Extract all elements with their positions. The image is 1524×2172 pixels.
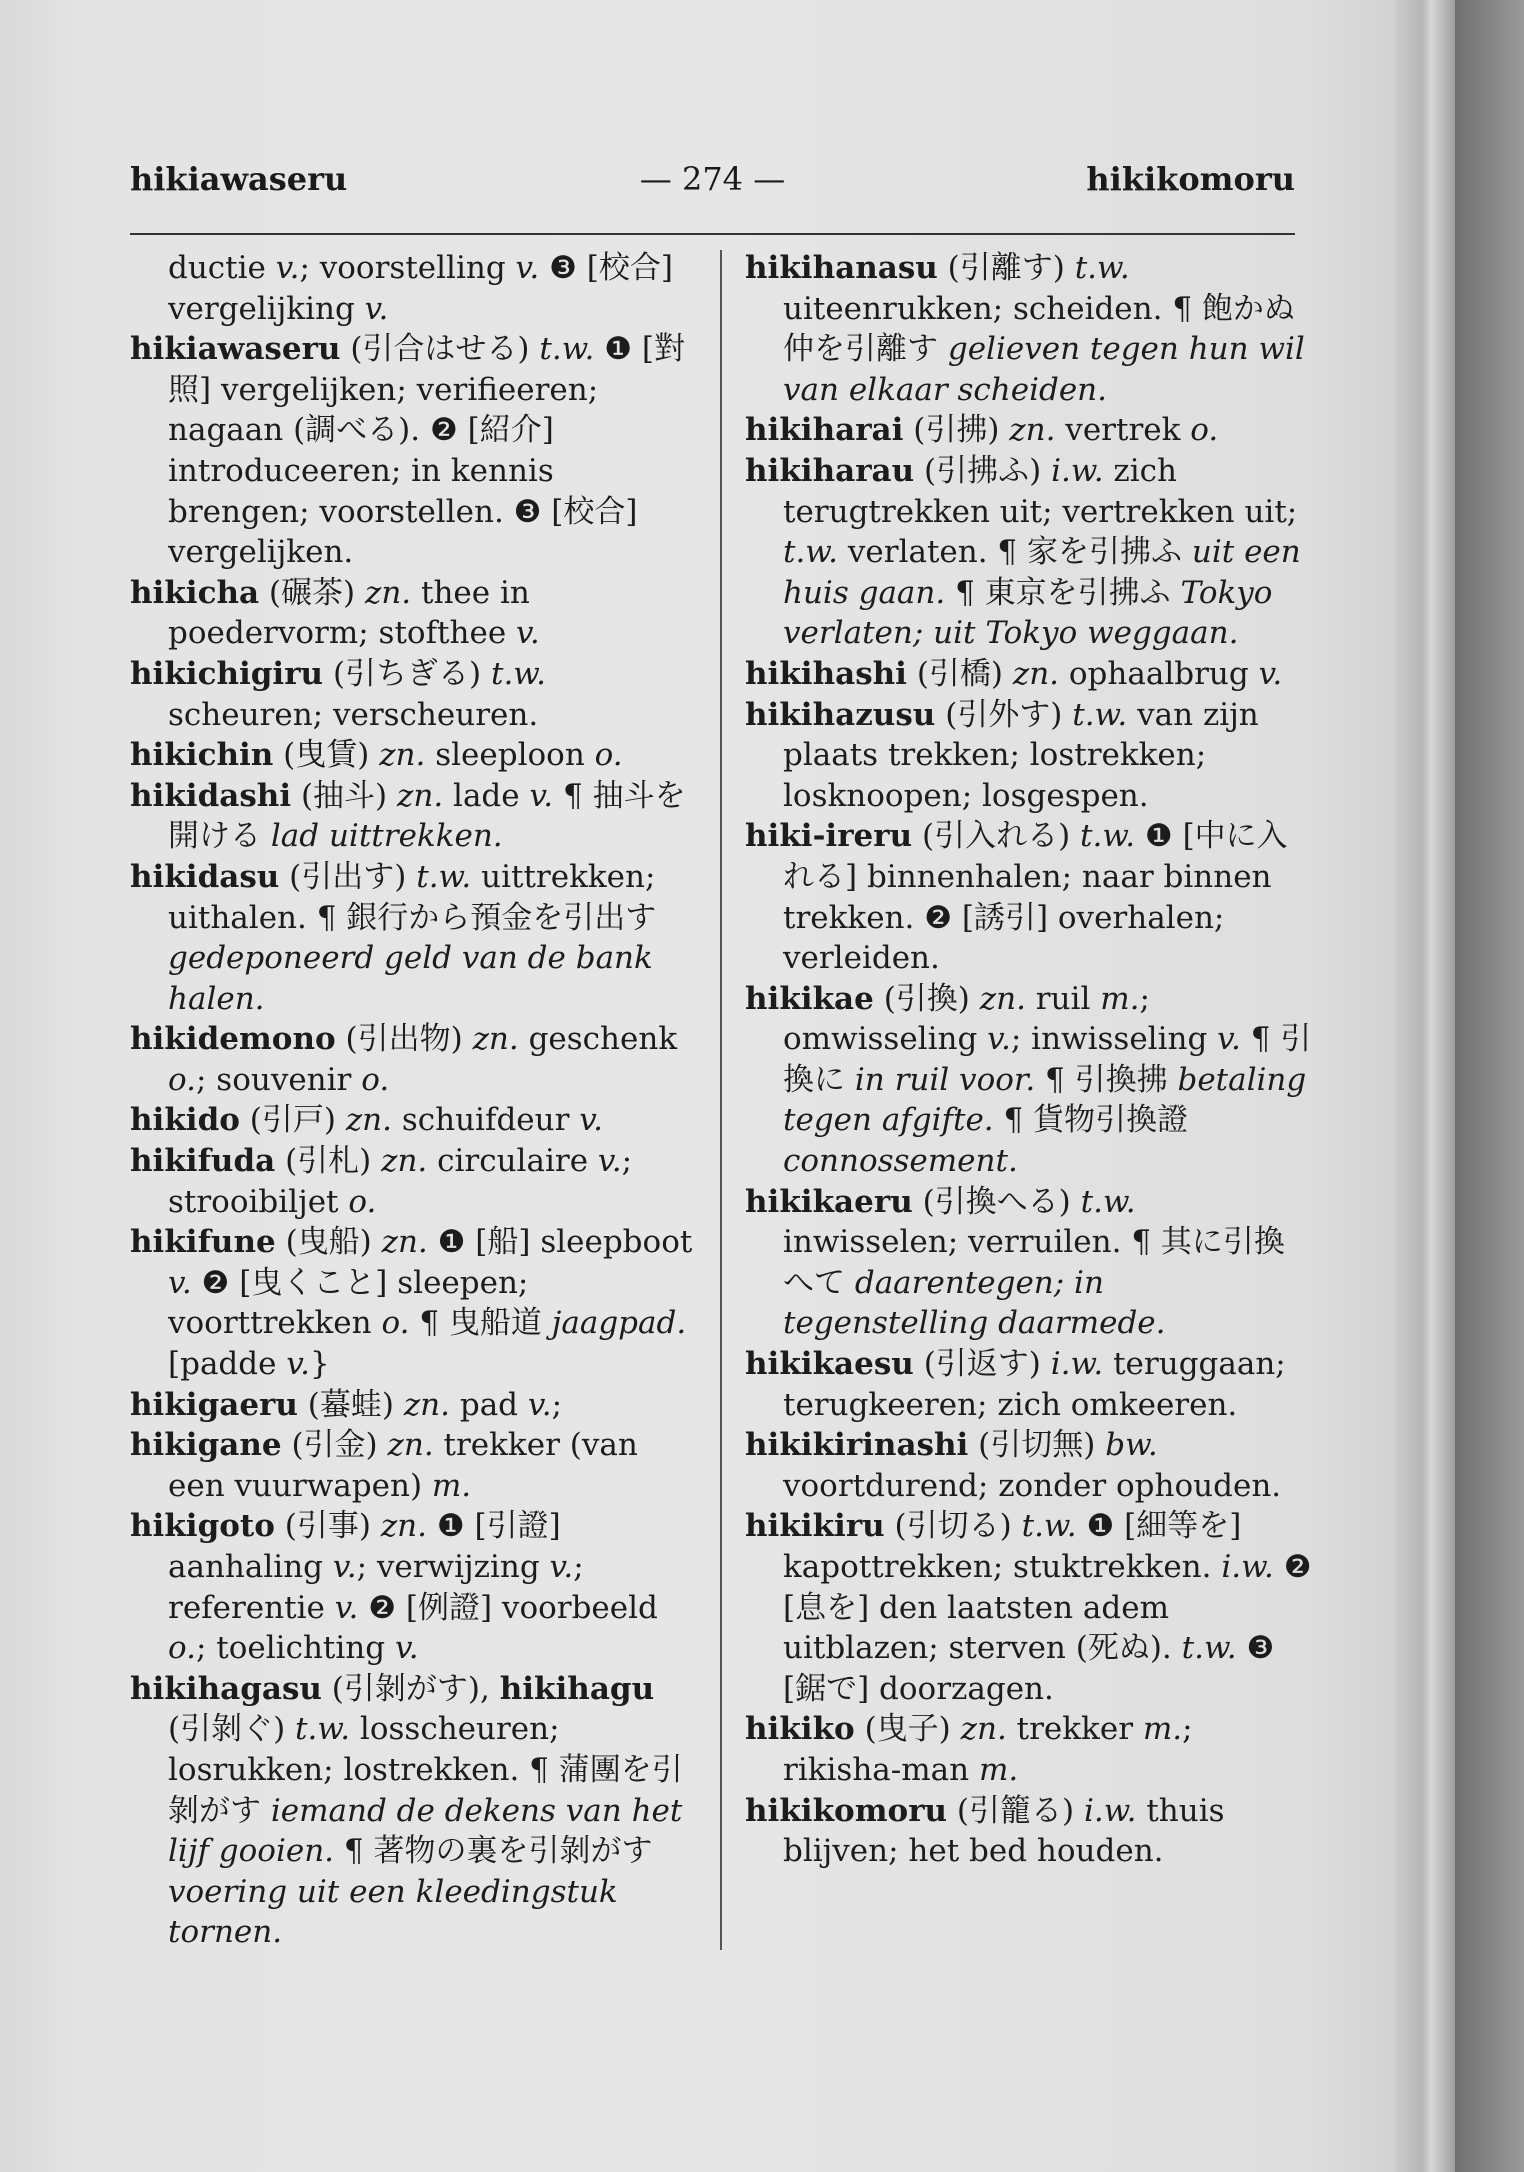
- headword: hikichin: [130, 737, 274, 774]
- definition-text: circulaire: [427, 1143, 598, 1180]
- grammar-or-example: zn.: [380, 1508, 427, 1545]
- definition-text: ❷ [曳くこと] sleepen; voorttrekken: [168, 1264, 529, 1342]
- grammar-or-example: v.: [1258, 655, 1283, 692]
- grammar-or-example: zn.: [1012, 655, 1060, 692]
- grammar-or-example: v.: [168, 1264, 192, 1301]
- grammar-or-example: voering uit een kleedingstuk tornen.: [168, 1873, 618, 1951]
- definition-text: ; referentie: [168, 1549, 584, 1626]
- definition-text: verlaten. ¶ 家を引拂ふ: [838, 534, 1192, 571]
- definition-text: ¶ 貨物引換證: [993, 1102, 1189, 1139]
- definition-text: (引籠る): [947, 1792, 1084, 1829]
- grammar-or-example: gelieven tegen hun wil van elkaar scheiden.: [783, 331, 1305, 408]
- definition-text: ❸ [鋸で] doorzagen.: [783, 1630, 1275, 1707]
- definition-text: (引返す): [913, 1346, 1051, 1383]
- grammar-or-example: t.w.: [1074, 250, 1130, 286]
- definition-text: (引事): [274, 1508, 381, 1545]
- grammar-or-example: v.: [286, 1346, 311, 1383]
- definition-text: (引出す): [279, 858, 417, 895]
- grammar-or-example: t.w.: [539, 331, 595, 368]
- dictionary-entry: [130, 1141, 700, 1222]
- grammar-or-example: connossement.: [783, 1143, 1018, 1180]
- definition-text: ; strooibiljet: [168, 1143, 633, 1220]
- headword: hikihazusu: [745, 696, 936, 733]
- grammar-or-example: t.w.: [1021, 1508, 1077, 1545]
- headword: hikikomoru: [745, 1792, 948, 1829]
- dictionary-entry: [745, 654, 1315, 695]
- dictionary-entry: [130, 857, 700, 1019]
- definition-text: ; souvenir: [195, 1061, 362, 1098]
- definition-text: (引出物): [335, 1021, 473, 1058]
- grammar-or-example: i.w.: [1051, 452, 1104, 489]
- definition-text: zich terugtrekken uit; vertrekken uit;: [783, 452, 1298, 530]
- definition-text: pad: [450, 1386, 528, 1423]
- grammar-or-example: v.: [516, 615, 540, 652]
- headword: hikichigiru: [130, 655, 324, 692]
- dictionary-entry: [130, 573, 700, 654]
- dictionary-entry: [745, 451, 1315, 654]
- definition-text: voortdurend; zonder ophouden.: [783, 1467, 1282, 1504]
- grammar-or-example: t.w.: [1080, 1183, 1136, 1220]
- grammar-or-example: daarentegen; in tegenstelling daarmede.: [783, 1264, 1166, 1342]
- definition-text: teruggaan; terugkeeren; zich omkeeren.: [783, 1346, 1286, 1423]
- definition-text: ❶ [中に入れる] binnenhalen; naar binnen trekken. ❷ [誘引] overhalen; verleiden.: [783, 818, 1288, 977]
- definition-text: geschenk: [518, 1021, 678, 1058]
- definition-text: ;: [551, 1386, 563, 1423]
- grammar-or-example: v.: [987, 1021, 1011, 1058]
- definition-text: ¶ 東京を引拂ふ: [945, 574, 1181, 611]
- grammar-or-example: t.w.: [783, 534, 839, 571]
- definition-text: (引外す): [935, 696, 1073, 733]
- grammar-or-example: o.: [168, 1630, 196, 1667]
- grammar-or-example: o.: [381, 1305, 410, 1342]
- headword: hikidemono: [130, 1021, 336, 1058]
- grammar-or-example: o.: [361, 1061, 390, 1098]
- headword: hikihagasu: [130, 1670, 322, 1707]
- definition-text: sleeploon: [425, 737, 595, 774]
- grammar-or-example: v.: [275, 250, 300, 286]
- definition-text: [padde: [168, 1346, 287, 1383]
- grammar-or-example: bw.: [1105, 1427, 1158, 1464]
- definition-text: (引剝がす),: [321, 1670, 500, 1707]
- grammar-or-example: zn.: [960, 1711, 1007, 1748]
- definition-text: ¶ 引換拂: [1035, 1061, 1178, 1098]
- column-divider: [720, 250, 722, 1950]
- definition-text: (引離す): [937, 250, 1075, 286]
- grammar-or-example: t.w.: [1072, 696, 1128, 733]
- headword: hikiharau: [745, 452, 915, 489]
- dictionary-entry: [745, 1425, 1315, 1506]
- definition-text: (引入れる): [912, 818, 1081, 855]
- grammar-or-example: i.w.: [1221, 1549, 1274, 1585]
- grammar-or-example: zn.: [397, 777, 444, 814]
- definition-text: ; toelichting: [195, 1630, 395, 1667]
- definition-text: inwisselen; verruilen. ¶ 其に引換へて: [783, 1224, 1285, 1301]
- definition-text: ❶ [船] sleepboot: [427, 1224, 693, 1261]
- definition-text: ophaalbrug: [1059, 655, 1259, 692]
- left-guide-word: hikiawaseru: [130, 160, 348, 198]
- dictionary-entry: [130, 776, 700, 857]
- dictionary-entry: [130, 1506, 700, 1668]
- definition-text: (碾茶): [259, 574, 365, 611]
- dictionary-entry: [130, 1669, 700, 1953]
- dictionary-entry: [130, 654, 700, 735]
- headword: hikicha: [130, 574, 260, 611]
- dictionary-entry: [745, 1709, 1315, 1790]
- definition-text: thee in poedervorm; stofthee: [168, 574, 530, 652]
- headword: hikidashi: [130, 777, 292, 814]
- headword: hikigane: [130, 1427, 282, 1464]
- definition-text: (引換): [873, 980, 980, 1017]
- definition-text: (引戸): [239, 1102, 346, 1139]
- grammar-or-example: zn.: [403, 1386, 450, 1423]
- headword: hikido: [130, 1102, 240, 1139]
- dictionary-entry: [130, 1019, 700, 1100]
- grammar-or-example: m.: [431, 1467, 472, 1504]
- definition-text: (引合はせる): [340, 331, 540, 368]
- grammar-or-example: v.: [394, 1630, 419, 1667]
- definition-text: ❶ [細等を] kapottrekken; stuktrekken.: [783, 1508, 1242, 1585]
- grammar-or-example: v.: [334, 1589, 359, 1626]
- grammar-or-example: v.: [579, 1102, 603, 1139]
- definition-text: vertrek: [1055, 412, 1191, 449]
- grammar-or-example: zn.: [364, 574, 412, 611]
- definition-text: ❷ [例證] voorbeeld: [358, 1589, 658, 1626]
- dictionary-entry: [745, 695, 1315, 817]
- definition-text: ; omwisseling: [783, 980, 1150, 1058]
- headword: hikiko: [745, 1711, 855, 1748]
- definition-text: ; inwisseling: [1010, 1021, 1218, 1058]
- right-guide-word: hikikomoru: [1086, 160, 1295, 198]
- dictionary-entry: [130, 329, 700, 573]
- definition-text: thuis blijven; het bed houden.: [783, 1792, 1225, 1870]
- right-column: [745, 248, 1315, 1872]
- grammar-or-example: zn.: [381, 1224, 428, 1261]
- page-number: — 274 —: [639, 160, 786, 198]
- grammar-or-example: t.w.: [1080, 818, 1136, 855]
- definition-text: (引剝ぐ): [168, 1711, 296, 1748]
- header-rule: [130, 233, 1295, 235]
- grammar-or-example: i.w.: [1083, 1792, 1137, 1829]
- definition-text: (引拂ふ): [914, 452, 1052, 489]
- grammar-or-example: zn.: [472, 1021, 519, 1058]
- dictionary-entry: [130, 1222, 700, 1384]
- definition-text: ❶ [引證] aanhaling: [168, 1508, 561, 1585]
- grammar-or-example: o.: [348, 1183, 377, 1220]
- grammar-or-example: v.: [527, 1386, 552, 1423]
- grammar-or-example: t.w.: [295, 1711, 351, 1748]
- grammar-or-example: Tokyo verlaten; uit Tokyo weggaan.: [783, 574, 1273, 652]
- grammar-or-example: t.w.: [1181, 1630, 1237, 1667]
- grammar-or-example: o.: [594, 737, 623, 774]
- definition-text: ¶ 抽斗を開ける: [168, 777, 686, 855]
- grammar-or-example: lad uittrekken.: [270, 818, 503, 855]
- headword: hikidasu: [130, 858, 280, 895]
- definition-text: ❷ [息を] den laatsten adem uitblazen; sterven (死ぬ).: [783, 1549, 1312, 1667]
- definition-text: lade: [443, 777, 530, 814]
- dictionary-entry: [130, 1425, 700, 1506]
- dictionary-entry: [745, 1791, 1315, 1872]
- grammar-or-example: betaling tegen afgifte.: [783, 1061, 1307, 1139]
- grammar-or-example: v.: [529, 777, 554, 814]
- definition-text: ¶ 曳船道: [409, 1305, 552, 1342]
- dictionary-entry: [130, 1100, 700, 1141]
- dictionary-entry: [745, 410, 1315, 451]
- definition-text: (引切る): [884, 1508, 1022, 1545]
- grammar-or-example: in ruil voor.: [854, 1061, 1036, 1098]
- grammar-or-example: uit een huis gaan.: [783, 534, 1301, 611]
- headword: hikikirinashi: [745, 1427, 969, 1464]
- grammar-or-example: t.w.: [491, 655, 547, 692]
- grammar-or-example: jaagpad.: [551, 1305, 687, 1342]
- definition-text: (曳船): [275, 1224, 382, 1261]
- definition-text: ¶ 引換に: [783, 1021, 1312, 1098]
- definition-text: losscheuren; losrukken; lostrekken. ¶ 蒲團を引剝がす: [168, 1711, 683, 1829]
- definition-text: (引金): [281, 1427, 388, 1464]
- definition-text: (引札): [275, 1143, 382, 1180]
- grammar-or-example: zn.: [381, 1143, 428, 1180]
- grammar-or-example: m.: [1142, 1711, 1183, 1748]
- definition-text: (曳子): [854, 1711, 961, 1748]
- dictionary-entry: [130, 1385, 700, 1426]
- definition-text: ❸ [校合] vergelijking: [168, 250, 673, 327]
- headword: hikihashi: [745, 655, 907, 692]
- definition-text: ; voorstelling: [299, 250, 516, 286]
- definition-text: (抽斗): [291, 777, 398, 814]
- headword: hikigaeru: [130, 1386, 298, 1423]
- grammar-or-example: v.: [597, 1143, 622, 1180]
- dictionary-entry: [745, 1182, 1315, 1344]
- definition-text: (蟇蛙): [297, 1386, 404, 1423]
- grammar-or-example: v.: [1217, 1021, 1241, 1058]
- dictionary-entry: [745, 1344, 1315, 1425]
- dictionary-entry: [745, 816, 1315, 978]
- grammar-or-example: v.: [515, 250, 540, 286]
- definition-text: (引換へる): [912, 1183, 1081, 1220]
- entry-continuation: [130, 248, 700, 329]
- grammar-or-example: t.w.: [416, 858, 472, 895]
- headword: hikifuda: [130, 1143, 276, 1180]
- definition-text: ductie: [168, 250, 276, 286]
- definition-text: ; verwijzing: [356, 1549, 550, 1585]
- definition-text: uittrekken; uithalen. ¶ 銀行から預金を引出す: [168, 858, 657, 936]
- headword: hikifune: [130, 1224, 276, 1261]
- grammar-or-example: iemand de dekens van het lijf gooien.: [168, 1792, 683, 1870]
- definition-text: trekker: [1006, 1711, 1143, 1748]
- grammar-or-example: zn.: [387, 1427, 434, 1464]
- definition-text: (引拂): [903, 412, 1010, 449]
- dictionary-entry: [130, 735, 700, 776]
- headword: hikiawaseru: [130, 331, 341, 368]
- headword: hikihanasu: [745, 250, 938, 286]
- headword: hikikaeru: [745, 1183, 913, 1220]
- grammar-or-example: zn.: [345, 1102, 392, 1139]
- grammar-or-example: zn.: [1009, 412, 1056, 449]
- definition-text: van zijn plaats trekken; lostrekken; losknoopen; losgespen.: [783, 696, 1259, 814]
- definition-text: ❶ [對照] vergelijken; verifieeren; nagaan (調べる). ❷ [紹介] introduceeren; in kennis brengen; voorstellen. ❸ [校合] vergelijken.: [168, 331, 686, 571]
- definition-text: (引橋): [906, 655, 1013, 692]
- definition-text: (曳賃): [273, 737, 380, 774]
- dictionary-entry: [745, 979, 1315, 1182]
- grammar-or-example: zn.: [379, 737, 426, 774]
- grammar-or-example: o.: [1190, 412, 1219, 449]
- page-header: [130, 160, 1295, 210]
- definition-text: (引ちぎる): [323, 655, 491, 692]
- grammar-or-example: m.: [978, 1751, 1019, 1788]
- headword: hikiharai: [745, 412, 904, 449]
- headword: hiki-ireru: [745, 818, 913, 855]
- definition-text: ¶ 著物の裏を引剝がす: [334, 1833, 653, 1870]
- page-stack-edge: [1395, 0, 1455, 2172]
- definition-text: ; rikisha-man: [783, 1711, 1193, 1788]
- dictionary-entry: [745, 248, 1315, 410]
- definition-text: }: [310, 1346, 330, 1383]
- left-column: [130, 248, 700, 1953]
- grammar-or-example: m.: [1100, 980, 1140, 1017]
- definition-text: ruil: [1025, 980, 1101, 1017]
- grammar-or-example: o.: [168, 1061, 196, 1098]
- definition-text: scheuren; verscheuren.: [168, 696, 539, 733]
- headword: hikikae: [745, 980, 874, 1017]
- grammar-or-example: v.: [364, 290, 389, 327]
- definition-text: uiteenrukken; scheiden. ¶ 飽かぬ仲を引離す: [783, 290, 1295, 368]
- grammar-or-example: zn.: [979, 980, 1026, 1017]
- dictionary-entry: [745, 1506, 1315, 1709]
- grammar-or-example: v.: [332, 1549, 357, 1585]
- grammar-or-example: v.: [549, 1549, 574, 1585]
- definition-text: schuifdeur: [392, 1102, 580, 1139]
- headword: hikihagu: [499, 1670, 655, 1707]
- grammar-or-example: gedeponeerd geld van de bank halen.: [168, 940, 653, 1017]
- definition-text: (引切無): [968, 1427, 1106, 1464]
- background-margin: [1455, 0, 1524, 2172]
- headword: hikigoto: [130, 1508, 275, 1545]
- headword: hikikiru: [745, 1508, 885, 1545]
- grammar-or-example: i.w.: [1050, 1346, 1104, 1383]
- headword: hikikaesu: [745, 1346, 914, 1383]
- definition-text: trekker (van een vuurwapen): [168, 1427, 638, 1504]
